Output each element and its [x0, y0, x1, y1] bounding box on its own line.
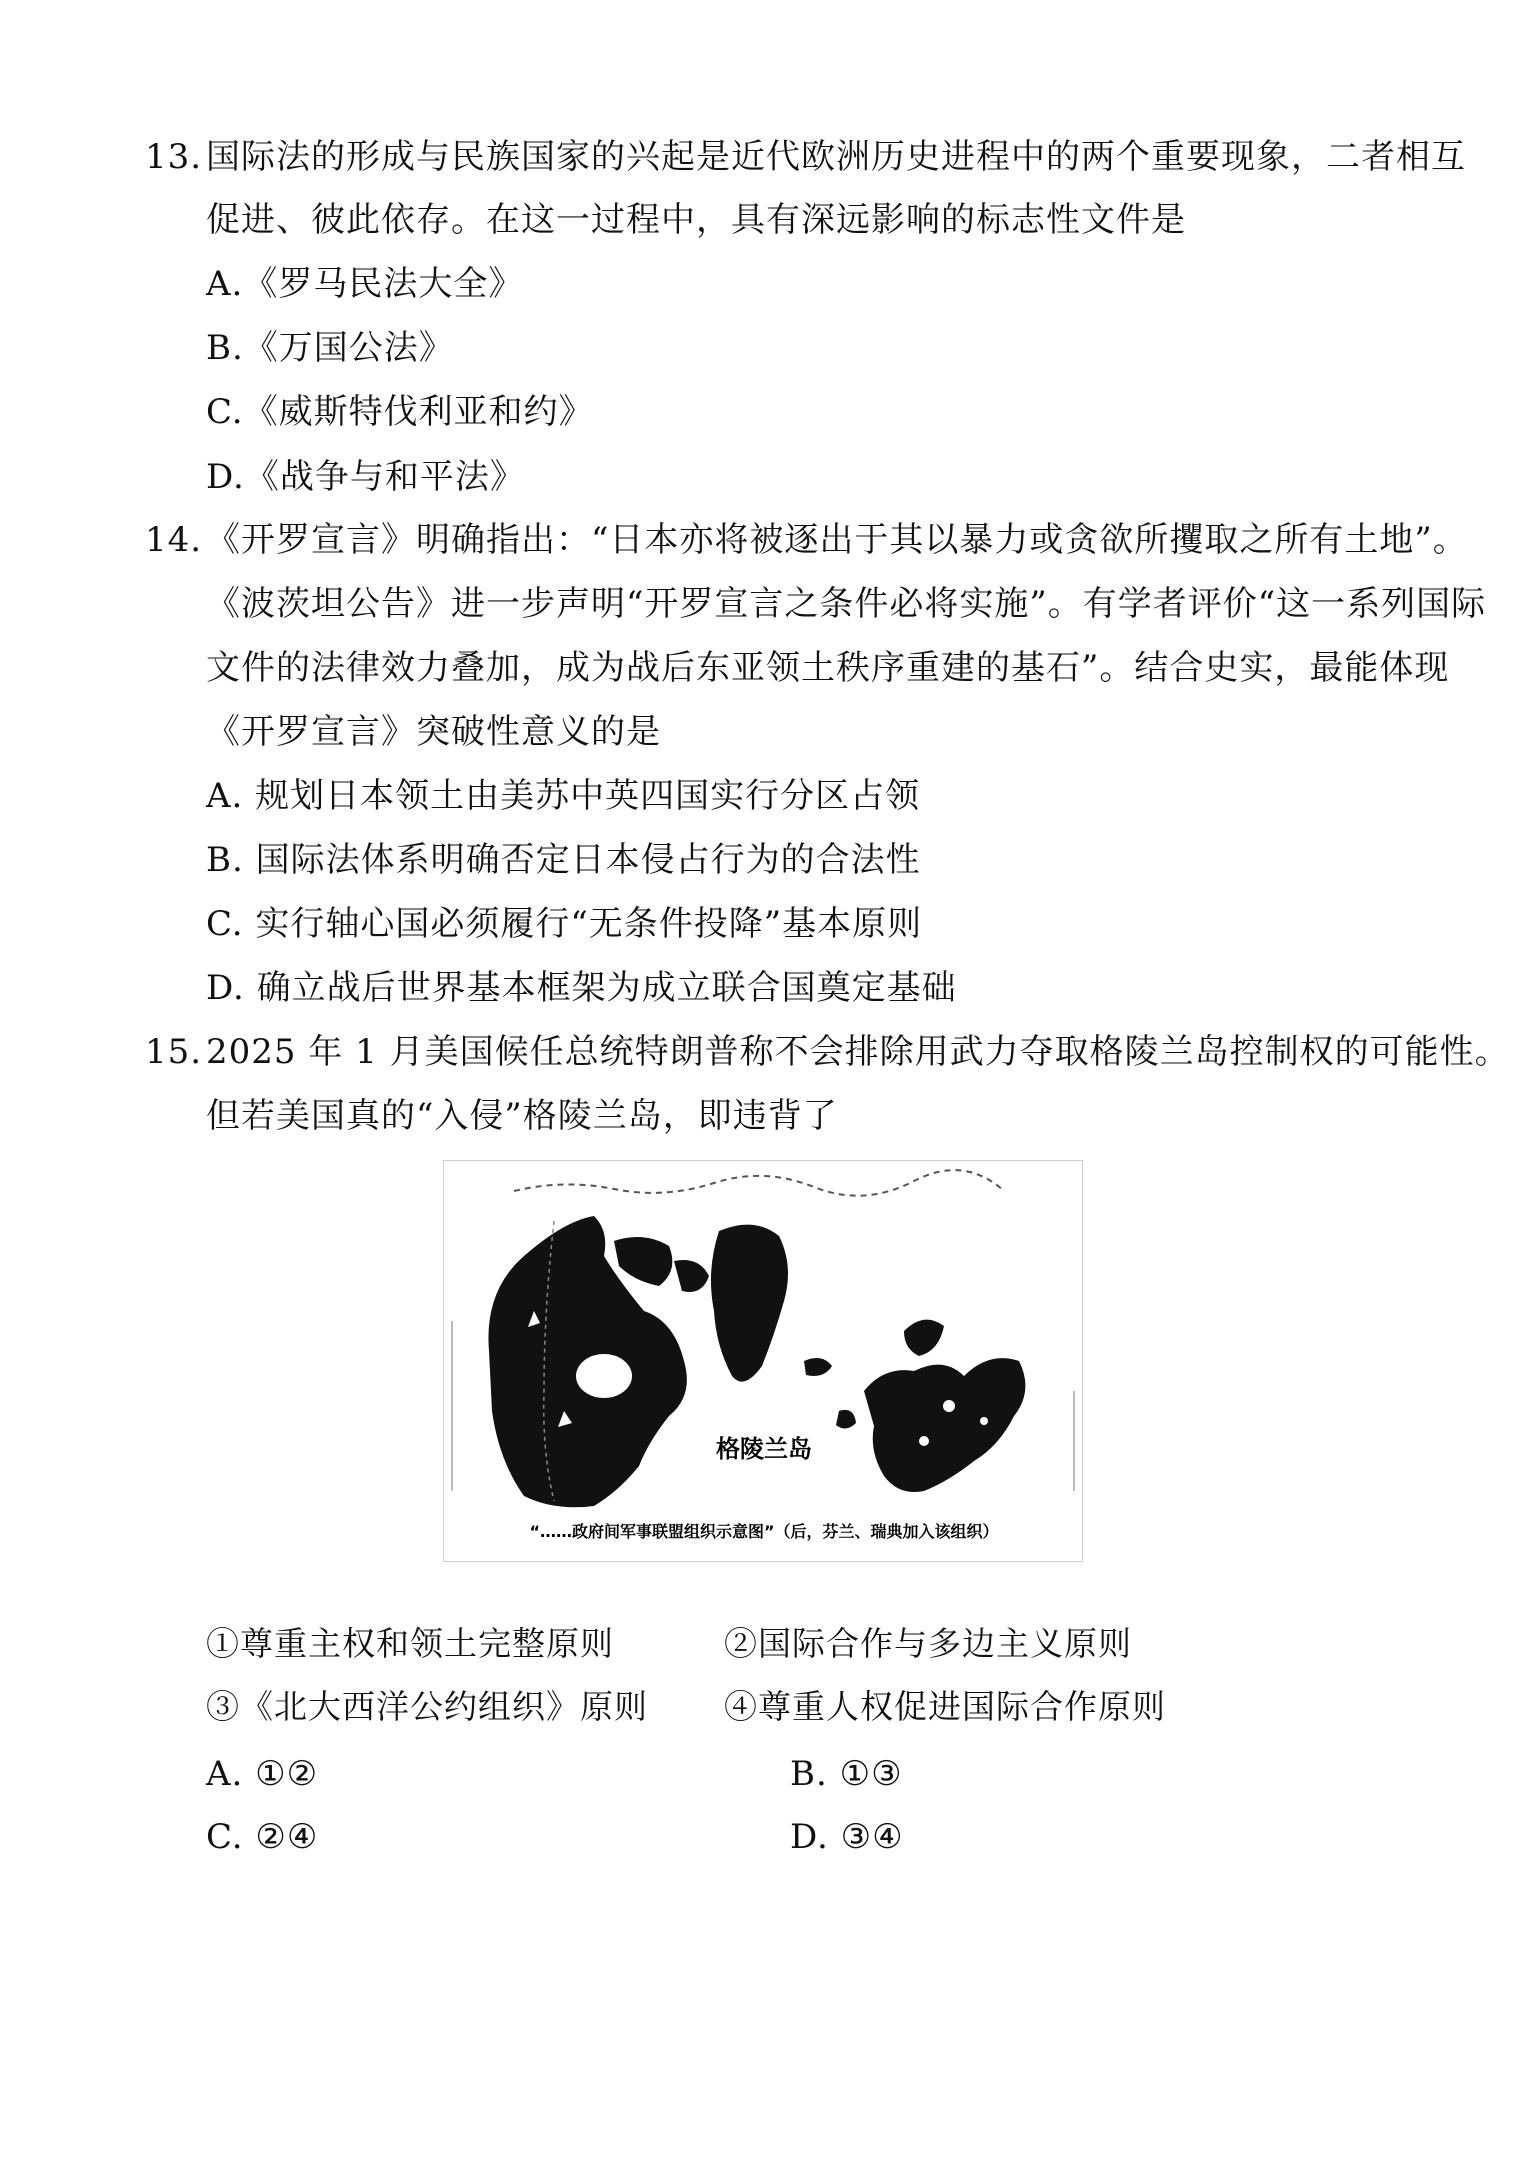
greenland-label: 格陵兰岛 — [716, 1435, 812, 1463]
q15-option-d[interactable]: D. ③④ — [790, 1817, 904, 1857]
q14-option-c[interactable]: C. 实行轴心国必须履行“无条件投降”基本原则 — [206, 904, 923, 944]
q15-option-b[interactable]: B. ①③ — [790, 1754, 903, 1794]
q13-option-a[interactable]: A.《罗马民法大全》 — [206, 264, 524, 304]
map-top-edge — [514, 1170, 1004, 1196]
q14-stem-line2: 《波茨坦公告》进一步声明“开罗宣言之条件必将实施”。有学者评价“这一系列国际 — [206, 584, 1487, 624]
scandinavia-shape — [904, 1320, 944, 1356]
q15-number: 15. — [145, 1032, 203, 1072]
hudson-bay-shape — [576, 1354, 632, 1398]
q15-statement-3: ③《北大西洋公约组织》原则 — [206, 1687, 648, 1726]
q15-statement-2: ②国际合作与多边主义原则 — [724, 1624, 1132, 1663]
q15-statement-4: ④尊重人权促进国际合作原则 — [724, 1687, 1166, 1726]
q14-stem-line4: 《开罗宣言》突破性意义的是 — [206, 712, 661, 752]
q15-stem-line1: 2025 年 1 月美国候任总统特朗普称不会排除用武力夺取格陵兰岛控制权的可能性。 — [206, 1032, 1510, 1072]
arctic-islands-shape — [614, 1237, 672, 1286]
british-isles-shape — [836, 1410, 856, 1429]
map-graphic — [444, 1161, 1082, 1561]
q15-option-c[interactable]: C. ②④ — [206, 1817, 319, 1857]
q14-stem-line3: 文件的法律效力叠加，成为战后东亚领土秩序重建的基石”。结合史实，最能体现 — [206, 648, 1450, 688]
q15-option-a[interactable]: A. ①② — [206, 1754, 319, 1794]
q14-stem-line1: 《开罗宣言》明确指出：“日本亦将被逐出于其以暴力或贪欲所攫取之所有土地”。 — [206, 520, 1468, 560]
q15-statement-1: ①尊重主权和领土完整原则 — [206, 1624, 614, 1663]
greenland-shape — [711, 1225, 788, 1382]
q14-number: 14. — [145, 520, 203, 560]
q13-stem-line2: 促进、彼此依存。在这一过程中，具有深远影响的标志性文件是 — [206, 200, 1186, 240]
europe-shape — [864, 1358, 1025, 1492]
q13-option-c[interactable]: C.《威斯特伐利亚和约》 — [206, 392, 594, 432]
q13-stem-line1: 国际法的形成与民族国家的兴起是近代欧洲历史进程中的两个重要现象，二者相互 — [206, 137, 1466, 177]
iceland-shape — [804, 1358, 832, 1376]
map-caption: “……政府间军事联盟组织示意图”（后，芬兰、瑞典加入该组织） — [529, 1522, 999, 1541]
baffin-island-shape — [674, 1260, 709, 1292]
q14-option-a[interactable]: A. 规划日本领土由美苏中英四国实行分区占领 — [206, 776, 921, 816]
q14-option-b[interactable]: B. 国际法体系明确否定日本侵占行为的合法性 — [206, 840, 921, 880]
q15-stem-line2: 但若美国真的“入侵”格陵兰岛，即违背了 — [206, 1096, 838, 1136]
q14-option-d[interactable]: D. 确立战后世界基本框架为成立联合国奠定基础 — [206, 968, 957, 1008]
q13-number: 13. — [145, 137, 203, 177]
q13-option-d[interactable]: D.《战争与和平法》 — [206, 457, 525, 497]
nato-map-figure — [443, 1160, 1083, 1562]
q13-option-b[interactable]: B.《万国公法》 — [206, 328, 454, 368]
